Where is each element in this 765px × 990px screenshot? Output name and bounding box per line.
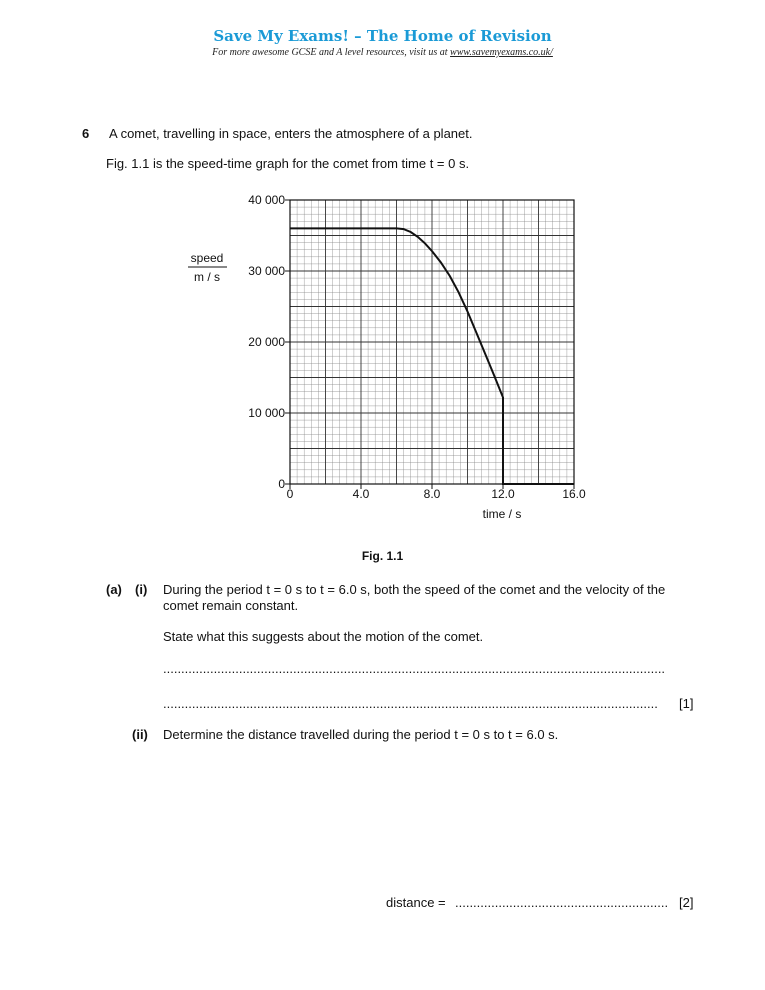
y-tick-label: 30 000 [248,264,285,278]
website-link[interactable]: www.savemyexams.co.uk/ [450,47,553,58]
y-tick-label: 10 000 [248,406,285,420]
x-axis-label: time / s [482,507,522,521]
part-a-i-text-line2: comet remain constant. [163,598,299,613]
answer-line-2[interactable]: ......................................................................................................................................... [163,696,658,711]
y-tick-label: 0 [278,477,285,491]
figure-reference: Fig. 1.1 is the speed-time graph for the comet from time t = 0 s. [106,156,470,171]
x-tick-label: 0 [286,487,294,501]
x-tick-label: 4.0 [352,487,370,501]
tagline-text: For more awesome GCSE and A level resources, visit us at [212,47,448,58]
distance-label: distance = [386,895,446,910]
brand-title: Save My Exams! – The Home of Revision [213,27,552,45]
part-a-i-text-line1: During the period t = 0 s to t = 6.0 s, both the speed of the comet and the velocity of the [163,582,666,597]
marks-a-i: [1] [679,696,694,711]
marks-a-ii: [2] [679,895,694,910]
distance-answer-line[interactable]: ........................................................... [455,895,669,910]
part-a-ii-text: Determine the distance travelled during the period t = 0 s to t = 6.0 s. [163,727,559,742]
x-tick-label: 16.0 [562,487,586,501]
y-tick-label: 20 000 [248,335,285,349]
question-intro: A comet, travelling in space, enters the atmosphere of a planet. [109,126,473,141]
question-number: 6 [82,126,90,141]
part-i-label: (i) [135,582,148,597]
y-axis-label-top: speed [190,251,224,265]
part-a-label: (a) [106,582,122,597]
part-ii-label: (ii) [132,727,148,742]
part-a-i-prompt: State what this suggests about the motion of the comet. [163,629,484,644]
y-tick-label: 40 000 [248,193,285,207]
x-tick-label: 12.0 [491,487,515,501]
y-axis-label-bottom: m / s [194,270,220,284]
answer-line-1[interactable]: ........................................................................................................................................... [163,661,666,676]
tick-labels [248,193,586,501]
x-tick-label: 8.0 [423,487,441,501]
figure-caption: Fig. 1.1 [361,549,404,563]
